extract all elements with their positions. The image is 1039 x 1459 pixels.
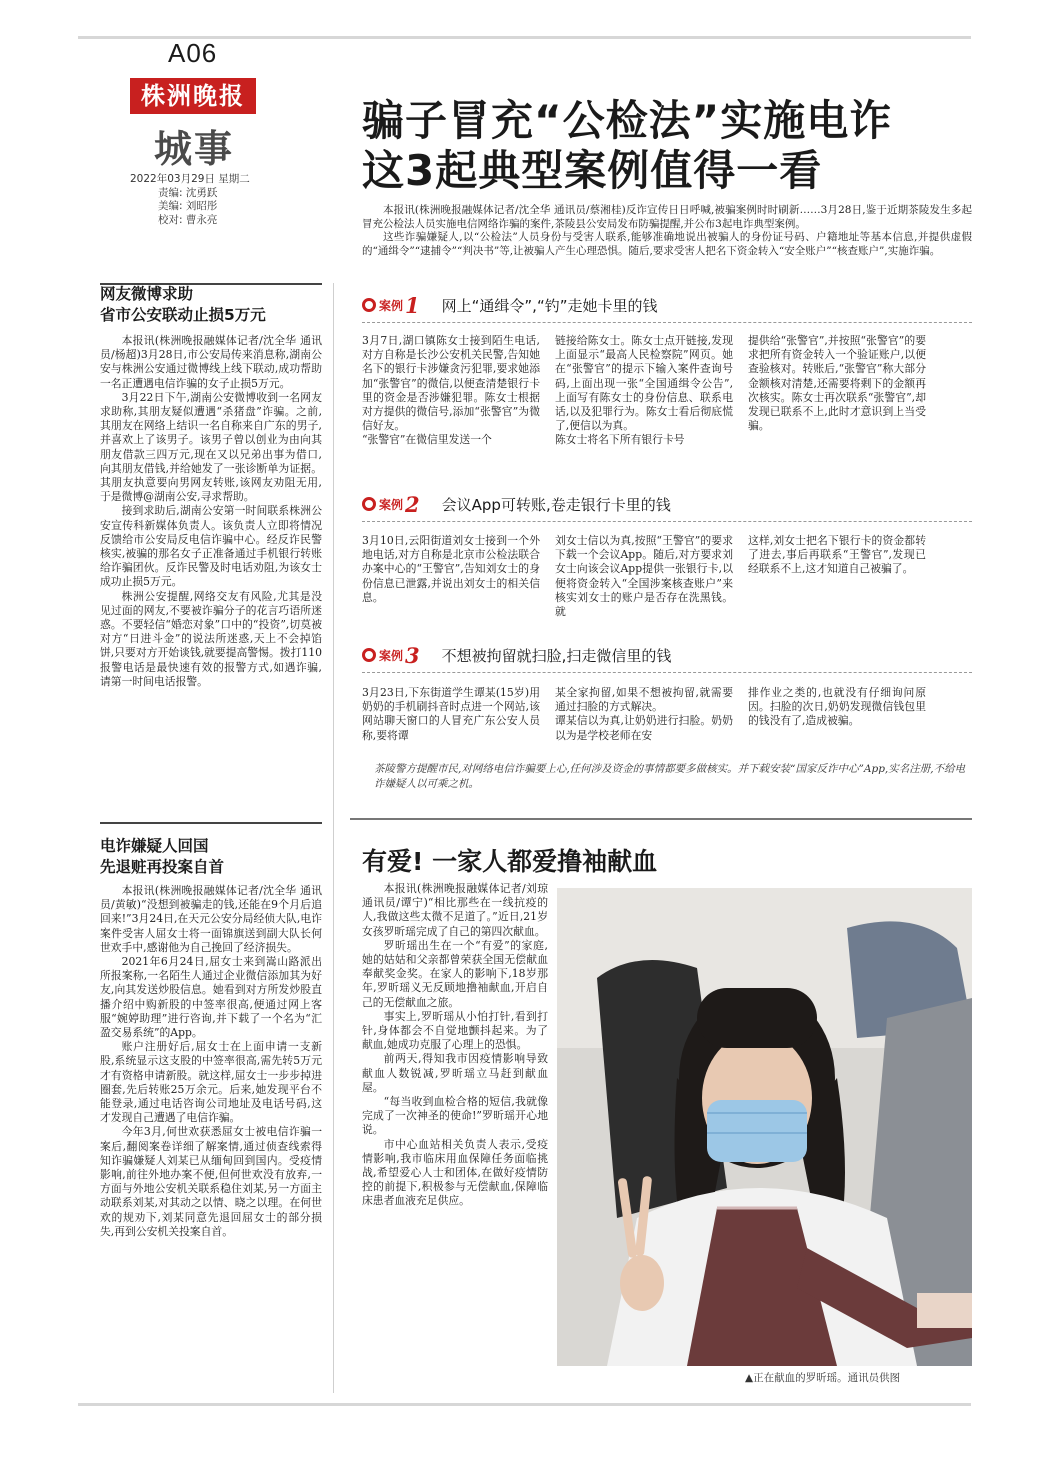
case3-column-1: 3月23日,下东街道学生谭某(15岁)用奶奶的手机刷抖音时点进一个网站,该网站聊天窗口的人冒充广东公安人员称,要将谭: [362, 686, 540, 742]
page-number: A06: [168, 38, 218, 68]
case1-column-2: 链接给陈女士。陈女士点开链接,发现上面显示“最高人民检察院”网页。她在“张警官”的提示下输入案件查询号码,上面出现一张“全国通缉令公告”,上面写有陈女士的身份信息、联系电话,以及犯罪行为。陈女士看后彻底慌了,便信以为真。 陈女士将名下所有银行卡号: [555, 334, 733, 447]
main-headline: [362, 96, 892, 196]
case-heading-3: [362, 644, 671, 666]
case-title: 会议App可转账,卷走银行卡里的钱: [441, 495, 671, 514]
intro-paragraph: 这些诈骗嫌疑人,以“公检法”人员身份与受害人联系,能够准确地说出被骗人的身份证号码、户籍地址等基本信息,并提供虚假的“通缉令”“逮捕令”“判决书”等,让被骗人产生心理恐惧。随后,要求受害人把名下资金转入“安全账户”“核查账户”,实施诈骗。: [362, 231, 972, 257]
art-editor-credit: 美编: 刘昭彤: [158, 200, 218, 212]
case2-column-3: 这样,刘女士把名下银行卡的资金都转了进去,事后再联系“王警官”,发现已经联系不上,这才知道自己被骗了。: [748, 534, 926, 576]
case2-column-2: 刘女士信以为真,按照“王警官”的要求下载一个会议App。随后,对方要求刘女士向该会议App提供一张银行卡,以便将资金转入“全国涉案核查账户”来核实刘女士的账户是否存在洗黑钱。就: [555, 534, 733, 619]
case-title: 网上“通缉令”,“钓”走她卡里的钱: [441, 296, 658, 315]
issue-date: 2022年03月29日 星期二: [130, 173, 250, 185]
editor-credit: 责编: 沈勇跃: [158, 186, 218, 199]
case-heading-1: [362, 294, 658, 316]
case-badge: 案例 1: [362, 295, 420, 315]
column-divider: [333, 283, 334, 1393]
bottom-rule: [78, 1403, 971, 1406]
case-heading-2: [362, 493, 671, 515]
case1-column-3: 提供给“张警官”,并按照“张警官”的要求把所有资金转入一个验证账户,以便查验核对。转账后,“张警官”称大部分金额核对清楚,还需要将剩下的金额再次核实。陈女士再次联系“张警官”,却发现已联系不上,此时才意识到上当受骗。: [748, 334, 926, 433]
headline-line-2: 这3起典型案例值得一看: [362, 146, 823, 195]
case3-column-3: 排作业之类的,也就没有仔细询问原因。扫脸的次日,奶奶发现微信钱包里的钱没有了,造成被骗。: [748, 686, 926, 728]
case-circle-icon: [362, 497, 376, 511]
case3-column-2: 某全家拘留,如果不想被拘留,就需要通过扫脸的方式解决。 谭某信以为真,让奶奶进行扫脸。奶奶以为是学校老师在安: [555, 686, 733, 742]
photo-illustration: [557, 888, 972, 1366]
sidebar2-top-rule: [100, 822, 322, 824]
case-title: 不想被拘留就扫脸,扫走微信里的钱: [441, 646, 672, 665]
case-badge: 案例 3: [362, 645, 420, 665]
sidebar1-body: 本报讯(株洲晚报融媒体记者/沈全华 通讯员/杨超)3月28日,市公安局传来消息称,湖南公安与株洲公安通过微博线上线下联动,成功帮助一名正遭遇电信诈骗的女子止损5万元。 3月22日下午,湖南公安微博收到一名网友求助称,其朋友疑似遭遇“杀猪盘”诈骗。之前,其朋友在网络上结识一名自称来自广东的男子,并喜欢上了该男子。该男子曾以创业为由向其朋友借款三四万元,现在又以兄弟出事为借口,向其朋友借钱,并给她发了一张诊断单为证据。其朋友执意要向男网友转账,该网友劝阻无用,于是微博@湖南公安,寻求帮助。 接到求助后,湖南公安第一时间联系株洲公安宣传科新媒体负责人。该负责人立即将情况反馈给市公安局反电信诈骗中心。经反诈民警核实,被骗的那名女子正准备通过手机银行转账给诈骗团伙。反诈民警及时电话劝阻,为该女士成功止损5万元。 株洲公安提醒,网络交友有风险,尤其是没见过面的网友,不要被诈骗分子的花言巧语所迷惑。不要轻信“婚恋对象”口中的“投资”,切莫被对方“日进斗金”的说法所迷惑,天上不会掉馅饼,只要对方开始谈钱,就要提高警惕。拨打110报警电话是最快速有效的报警方式,如遇诈骗,请第一时间电话报警。: [100, 334, 322, 688]
case2-column-1: 3月10日,云阳街道刘女士接到一个外地电话,对方自称是北京市公检法联合办案中心的“王警官”,告知刘女士的身份信息已泄露,并说出刘女士的相关信息。: [362, 534, 540, 604]
sidebar2-body: 本报讯(株洲晚报融媒体记者/沈全华 通讯员/黄敏)“没想到被骗走的钱,还能在9个月后追回来!”3月24日,在天元公安分局经侦大队,电诈案件受害人屈女士将一面锦旗送到副大队长何世欢手中,感谢他为自己挽回了经济损失。 2021年6月24日,屈女士来到嵩山路派出所报案称,一名陌生人通过企业微信添加其为好友,向其发送炒股信息。她看到对方所发炒股直播介绍中购新股的中签率很高,便通过网上客服“婉婷助理”进行咨询,并下载了一个名为“汇盈交易系统”的App。 账户注册好后,屈女士在上面申请一支新股,系统显示这支股的中签率很高,需先转5万元才有资格申请新股。就这样,屈女士一步步掉进圈套,先后转账25万余元。后来,她发现平台不能登录,通过电话咨询公司地址及电话号码,这才发现自己遭遇了电信诈骗。 今年3月,何世欢获悉屈女士被电信诈骗一案后,翻阅案卷详细了解案情,通过侦查线索得知诈骗嫌疑人刘某已从缅甸回到国内。受疫情影响,前往外地办案不便,但何世欢没有放弃,一方面与外地公安机关联系稳住刘某,另一方面主动联系刘某,对其动之以情、晓之以理。在何世欢的规劝下,刘某同意先退回屈女士的部分损失,再到公安机关投案自首。: [100, 884, 322, 1238]
section-title: 城事: [154, 127, 235, 171]
proofreader-credit: 校对: 曹永亮: [158, 213, 218, 226]
case-badge: 案例 2: [362, 494, 420, 514]
story-divider: [350, 818, 972, 820]
sidebar1-title: 网友微博求助 省市公安联动止损5万元: [100, 285, 266, 324]
case-divider: [362, 521, 972, 522]
blood-donor-photo: [557, 888, 972, 1366]
story2-title: 有爱! 一家人都爱撸袖献血: [362, 847, 658, 876]
case-circle-icon: [362, 298, 376, 312]
case-divider: [362, 322, 972, 323]
sidebar2-title: 电诈嫌疑人回国 先退赃再投案自首: [100, 837, 225, 876]
police-notice: 茶陵警方提醒市民,对网络电信诈骗要上心,任何涉及资金的事情都要多做核实。并下载安装“国家反诈中心”App,实名注册,不给电诈嫌疑人以可乘之机。: [374, 763, 966, 790]
intro-paragraph: 本报讯(株洲晚报融媒体记者/沈全华 通讯员/蔡湘桂)反诈宣传日日呼喊,被骗案例时时刷新……3月28日,鉴于近期茶陵发生多起冒充公检法人员实施电信网络诈骗的案件,茶陵县公安局发布防骗提醒,并公布3起电诈典型案例。: [362, 204, 972, 230]
case1-column-1: 3月7日,湖口镇陈女士接到陌生电话,对方自称是长沙公安机关民警,告知她名下的银行卡涉嫌贪污犯罪,要求她添加“张警官”的微信,以便查清楚银行卡里的资金是否涉嫌犯罪。陈女士根据对方提供的微信号,添加“张警官”为微信好友。 “张警官”在微信里发送一个: [362, 334, 540, 447]
newspaper-logo: 株洲晚报: [130, 78, 256, 114]
case-divider: [362, 672, 972, 673]
photo-caption: ▲正在献血的罗昕瑶。通讯员供图: [745, 1372, 901, 1384]
lead-story-intro: [362, 204, 972, 258]
headline-line-1: 骗子冒充“公检法”实施电诈: [362, 96, 893, 145]
case-circle-icon: [362, 648, 376, 662]
masthead-meta: [130, 173, 250, 227]
story2-body: 本报讯(株洲晚报融媒体记者/刘琼 通讯员/谭宁)“相比那些在一线抗疫的人,我做这些太微不足道了。”近日,21岁女孩罗昕瑶完成了自己的第四次献血。 罗昕瑶出生在一个“有爱”的家庭,她的姑姑和父亲都曾荣获全国无偿献血奉献奖金奖。在家人的影响下,18岁那年,罗昕瑶义无反顾地撸袖献血,开启自己的无偿献血之旅。 事实上,罗昕瑶从小怕打针,看到打针,身体都会不自觉地颤抖起来。为了献血,她成功克服了心理上的恐惧。 前两天,得知我市因疫情影响导致献血人数锐减,罗昕瑶立马赶到献血屋。 “每当收到血检合格的短信,我就像完成了一次神圣的使命!”罗昕瑶开心地说。 市中心血站相关负责人表示,受疫情影响,我市临床用血保障任务面临挑战,希望爱心人士和团体,在做好疫情防控的前提下,积极参与无偿献血,保障临床患者血液充足供应。: [362, 882, 548, 1208]
